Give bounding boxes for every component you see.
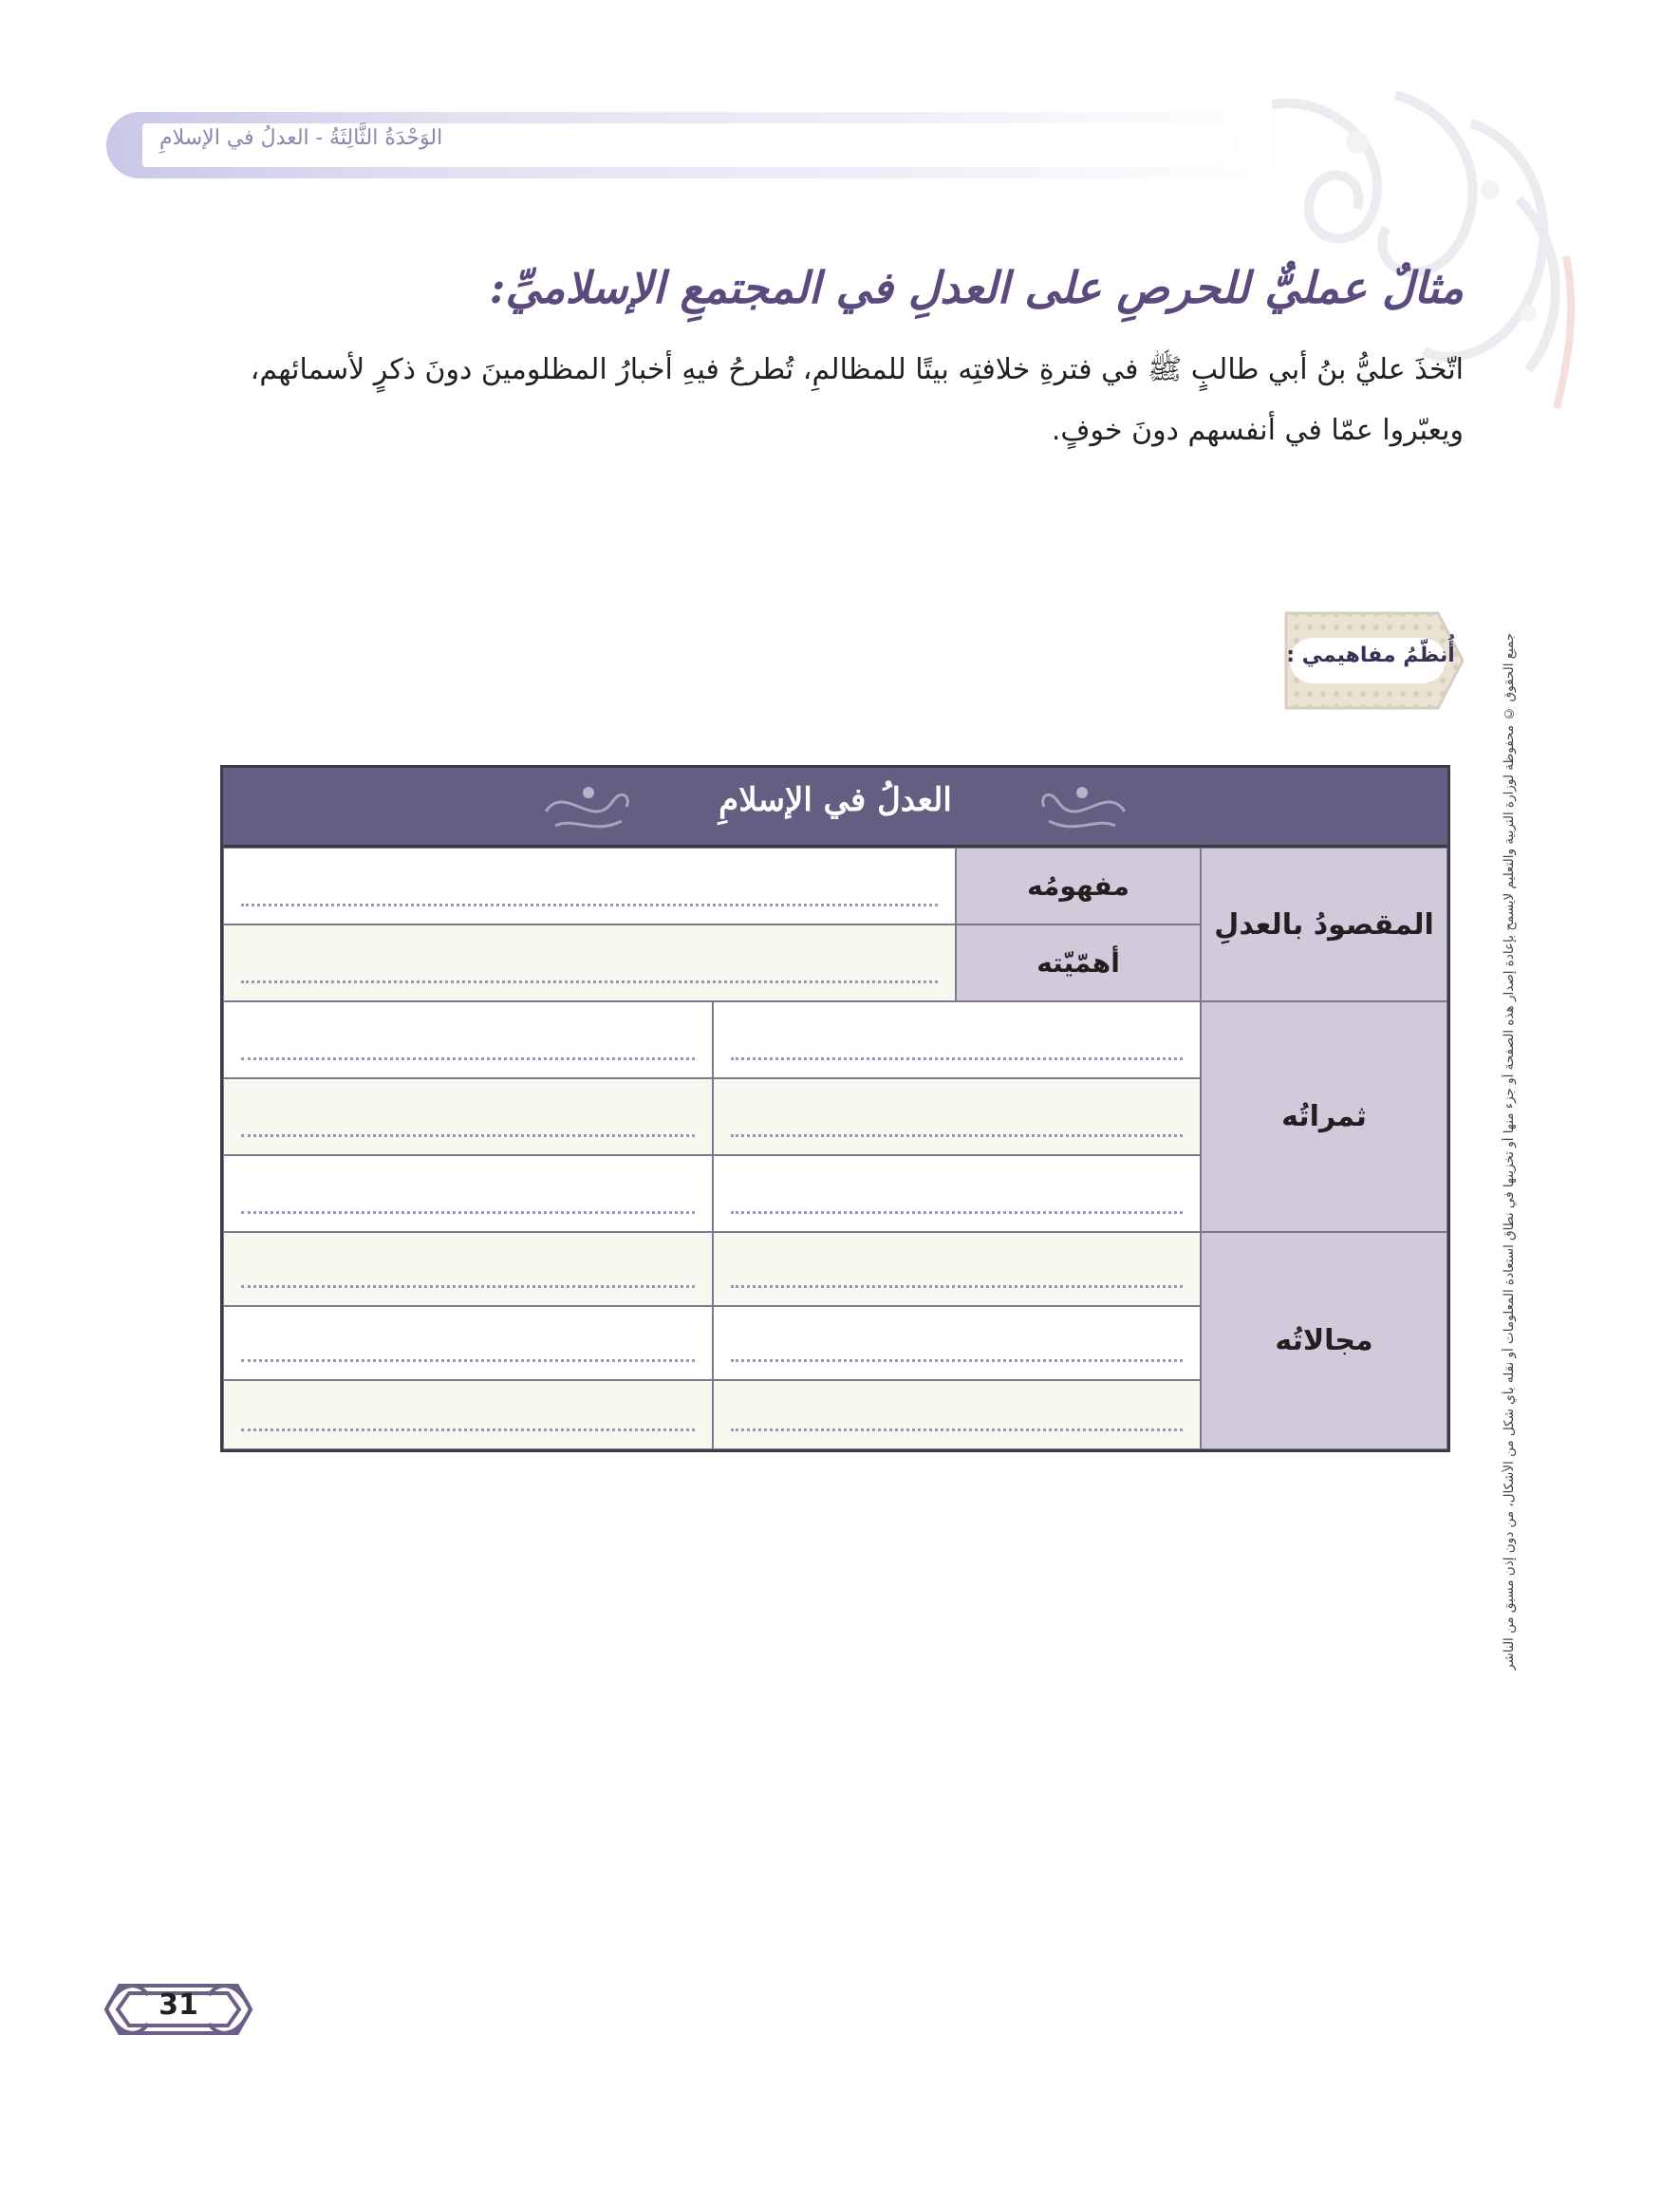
- dotted-line: [241, 904, 938, 906]
- answer-field-fruits-1b[interactable]: [223, 1001, 713, 1078]
- dotted-line: [731, 1134, 1183, 1137]
- flourish-right-icon: [1030, 774, 1134, 840]
- answer-field-fruits-3a[interactable]: [713, 1155, 1201, 1232]
- answer-field-fruits-3b[interactable]: [223, 1155, 713, 1232]
- table-header: [223, 768, 1447, 848]
- answer-field-fields-2b[interactable]: [223, 1306, 713, 1380]
- dotted-line: [731, 1211, 1183, 1214]
- dotted-line: [731, 1285, 1183, 1288]
- table-heading: العدلُ في الإسلامِ: [719, 781, 952, 819]
- dotted-line: [241, 980, 938, 983]
- dotted-line: [731, 1359, 1183, 1362]
- answer-field-fruits-2a[interactable]: [713, 1078, 1201, 1155]
- dotted-line: [241, 1359, 695, 1362]
- dotted-line: [241, 1134, 695, 1137]
- section-title: مثالٌ عمليٌّ للحرصِ على العدلِ في المجتمعِ الإسلاميِّ:: [489, 262, 1464, 313]
- dotted-line: [241, 1057, 695, 1060]
- answer-field-fruits-1a[interactable]: [713, 1001, 1201, 1078]
- answer-field-concept[interactable]: [223, 848, 956, 924]
- dotted-line: [241, 1285, 695, 1288]
- dotted-line: [241, 1428, 695, 1431]
- answer-field-fields-3b[interactable]: [223, 1380, 713, 1449]
- dotted-line: [731, 1057, 1183, 1060]
- answer-field-importance[interactable]: [223, 924, 956, 1001]
- section-paragraph: [201, 340, 1464, 461]
- label-meaning-of-justice: المقصودُ بالعدلِ: [1201, 848, 1447, 1001]
- label-fields: مجالاتُه: [1201, 1232, 1447, 1449]
- label-concept: مفهومُه: [956, 848, 1201, 924]
- answer-field-fields-2a[interactable]: [713, 1306, 1201, 1380]
- answer-field-fields-1b[interactable]: [223, 1232, 713, 1306]
- copyright-side-note: جميع الحقوق © محفوظة لوزارة التربية والتعليم لايسمح بإعادة إصدار هذه الصفحة أو جزء منها أو تخزينها في نطاق استعادة المعلومات أو نقله بأي شكل من الأشكال، من دون إذن مسبق من الناشر: [1502, 632, 1517, 1671]
- answer-field-fruits-2b[interactable]: [223, 1078, 713, 1155]
- label-importance: أهمّيّته: [956, 924, 1201, 1001]
- dotted-line: [731, 1428, 1183, 1431]
- page-number: 31: [159, 1988, 198, 2022]
- label-fruits: ثمراتُه: [1201, 1001, 1447, 1232]
- dotted-line: [241, 1211, 695, 1214]
- concepts-badge-label: أُنظّمُ مفاهيمي :: [1286, 644, 1455, 667]
- running-title: الوَحْدَةُ الثَّالِثَةُ - العدلُ في الإسلامِ: [159, 126, 443, 150]
- answer-field-fields-1a[interactable]: [713, 1232, 1201, 1306]
- paragraph-line-1: اتّخذَ عليُّ بنُ أبي طالبٍ ﷺ في فترةِ خلافتِه بيتًا للمظالمِ، تُطرحُ فيهِ أخبارُ المظلومينَ دونَ ذكرٍ لأسمائهم،: [250, 353, 1464, 386]
- paragraph-line-2: ويعبّروا عمّا في أنفسهم دونَ خوفٍ.: [1051, 414, 1464, 447]
- answer-field-fields-3a[interactable]: [713, 1380, 1201, 1449]
- justice-table: [220, 765, 1450, 1452]
